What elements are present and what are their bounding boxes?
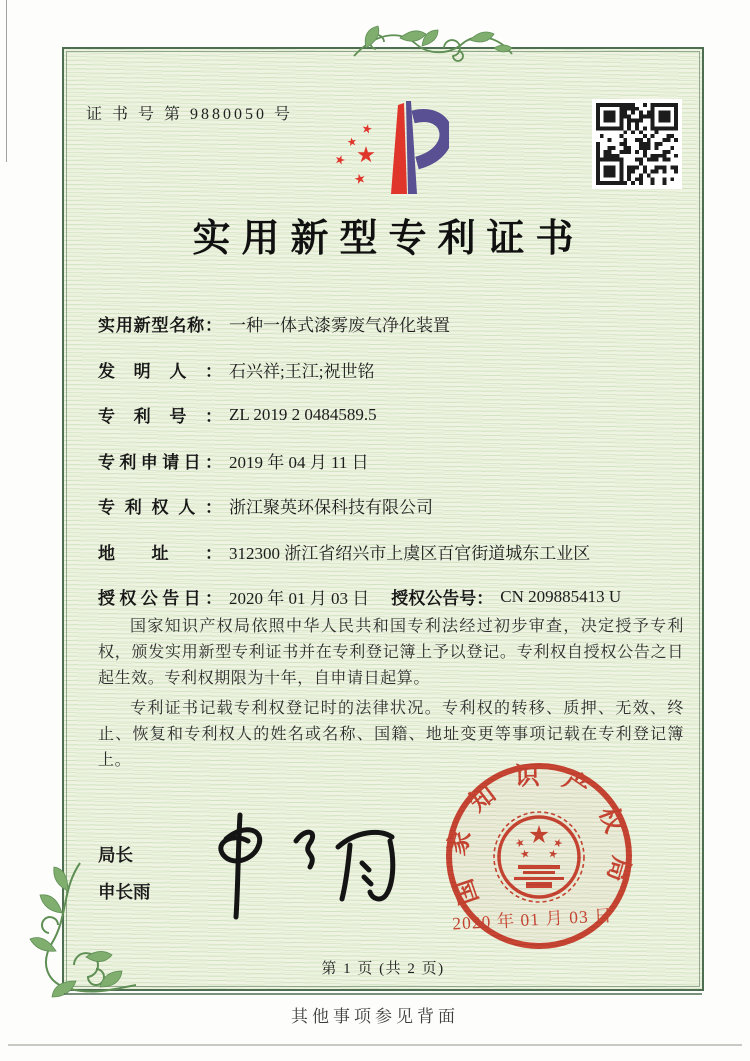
certificate-frame bbox=[62, 47, 704, 991]
field-value: 2019 年 04 月 11 日 bbox=[229, 452, 369, 472]
seal-org-text: 国家知识产权局 bbox=[443, 762, 635, 908]
seal-date: 2020 年 01 月 03 日 bbox=[451, 905, 614, 934]
field-value: 石兴祥;王江;祝世铭 bbox=[229, 361, 375, 381]
field-row-inventors bbox=[98, 347, 680, 393]
field-label: 实用新型名称： bbox=[98, 316, 222, 336]
top-border-flourish-icon bbox=[348, 12, 518, 74]
field-row-filing-date bbox=[98, 438, 680, 484]
field-row-name bbox=[98, 301, 680, 347]
scan-shadow-line bbox=[8, 1044, 742, 1046]
field-row-grant bbox=[98, 574, 680, 620]
field-value: ZL 2019 2 0484589.5 bbox=[229, 404, 377, 424]
grant-number-label: 授权公告号： bbox=[391, 589, 494, 609]
field-value: 312300 浙江省绍兴市上虞区百官街道城东工业区 bbox=[229, 543, 591, 563]
page-number: 第 1 页 (共 2 页) bbox=[321, 961, 445, 977]
officer-block bbox=[98, 837, 151, 911]
grant-date-label: 授权公告日： bbox=[98, 589, 222, 609]
certificate-number: 证 书 号 第 9880050 号 bbox=[86, 106, 294, 123]
grant-number-value: CN 209885413 U bbox=[500, 586, 622, 606]
field-label: 专利号： bbox=[98, 407, 222, 427]
legal-paragraph: 国家知识产权局依照中华人民共和国专利法经过初步审查，决定授予专利权，颁发实用新型专利证书并在专利登记簿上予以登记。专利权自授权公告之日起生效。专利权期限为十年，自申请日起算。 bbox=[98, 618, 684, 687]
field-value: 浙江聚英环保科技有限公司 bbox=[229, 498, 433, 518]
qr-code bbox=[592, 99, 682, 189]
certificate-fields bbox=[98, 301, 680, 620]
field-value: 一种一体式漆雾废气净化装置 bbox=[229, 316, 450, 336]
field-row-patentee bbox=[98, 483, 680, 529]
field-label: 专利申请日： bbox=[98, 452, 222, 472]
official-red-seal bbox=[438, 755, 640, 957]
director-signature-icon bbox=[192, 809, 412, 927]
officer-name: 申长雨 bbox=[98, 882, 151, 902]
frame-bottom-line bbox=[64, 993, 702, 995]
certificate-title: 实用新型专利证书 bbox=[192, 218, 585, 260]
scan-artifact-line bbox=[6, 0, 7, 162]
officer-position: 局长 bbox=[98, 845, 133, 865]
field-label: 地址： bbox=[98, 543, 222, 563]
grant-date-value: 2020 年 01 月 03 日 bbox=[229, 589, 370, 609]
field-row-patent-number bbox=[98, 392, 680, 438]
legal-paragraph: 专利证书记载专利权登记时的法律状况。专利权的转移、质押、无效、终止、恢复和专利权人的姓名或名称、国籍、地址变更等事项记载在专利登记簿上。 bbox=[98, 700, 684, 769]
back-note: 其他事项参见背面 bbox=[291, 1007, 459, 1026]
field-label: 发明人： bbox=[98, 361, 222, 381]
legal-text bbox=[98, 614, 684, 778]
cnipa-patent-logo-icon bbox=[309, 93, 449, 199]
field-label: 专利权人： bbox=[98, 498, 222, 518]
field-row-address bbox=[98, 529, 680, 575]
